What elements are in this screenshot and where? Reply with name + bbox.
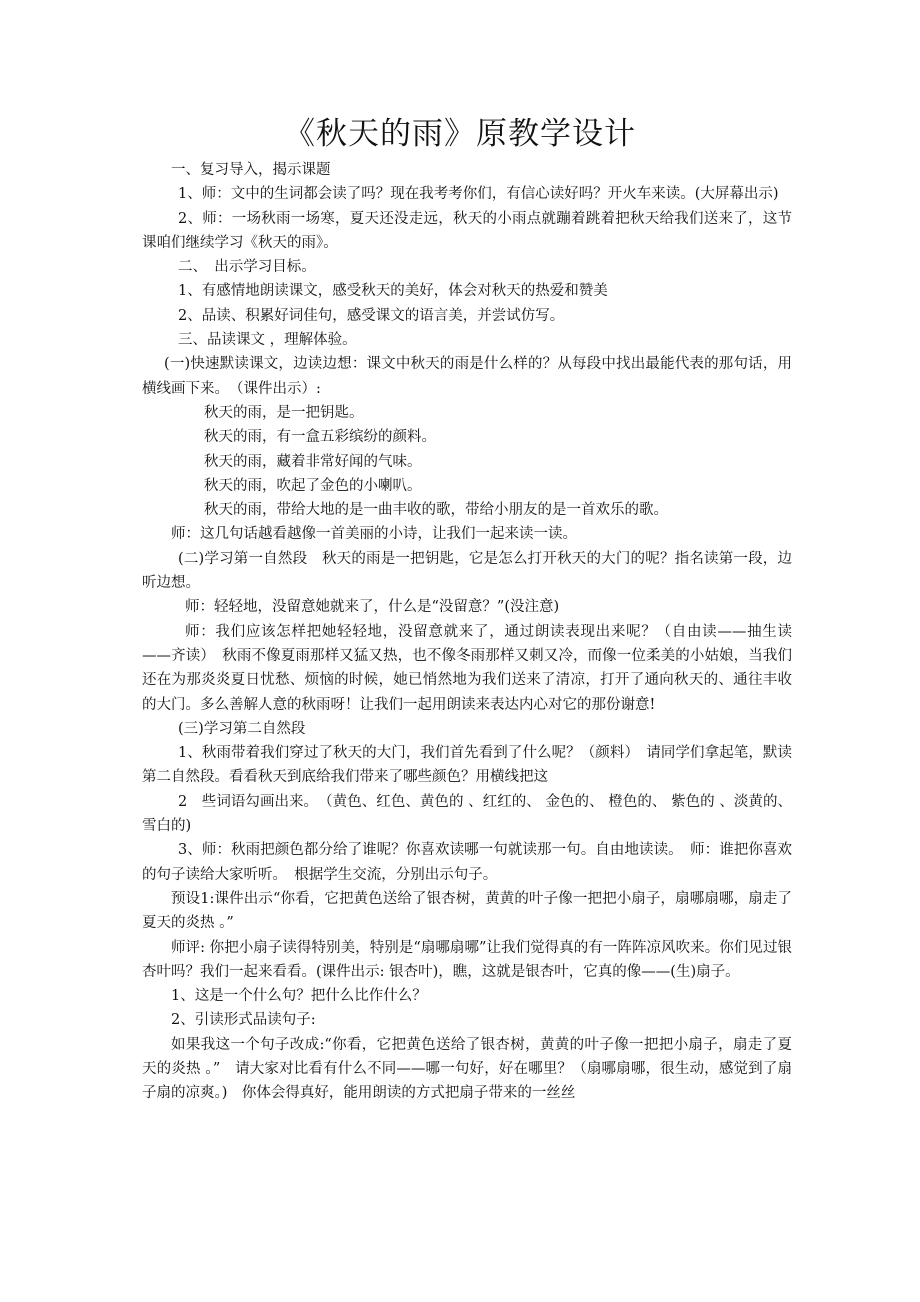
document-paragraph: (二)学习第一自然段 秋天的雨是一把钥匙，它是怎么打开秋天的大门的呢？指名读第一段，边听边想。 — [142, 550, 792, 592]
document-paragraph: (一)快速默读课文，边读边想：课文中秋天的雨是什么样的？从每段中找出最能代表的那句话，用横线画下来。 （课件出示）: — [142, 356, 792, 397]
document-body — [142, 158, 792, 1106]
document-paragraph: 1、这是一个什么句？把什么比作什么？ — [171, 988, 427, 1005]
document-paragraph: 预设1:课件出示“你看，它把黄色送给了银杏树，黄黄的叶子像一把把小扇子，扇哪扇哪，扇走了夏天的炎热 。” — [142, 890, 792, 932]
document-paragraph: 秋天的雨，藏着非常好闻的气味。 — [204, 453, 422, 470]
document-paragraph: 师评: 你把小扇子读得特别美，特别是“扇哪扇哪”让我们觉得真的有一阵阵凉风吹来。你们见过银杏叶吗？我们一起来看看。(课件出示: 银杏叶)，瞧，这就是银杏叶，它真的像——(生)扇子。 — [142, 939, 792, 980]
document-paragraph: 师：轻轻地，没留意她就来了，什么是“没留意？”(没注意) — [185, 599, 560, 616]
document-paragraph: 二、 出示学习目标。 — [178, 259, 316, 276]
document-title: 《秋天的雨》原教学设计 — [284, 116, 636, 152]
document-paragraph: 2、引读形式品读句子: — [171, 1012, 316, 1029]
document-paragraph: 秋天的雨，是一把钥匙。 — [204, 404, 364, 421]
document-paragraph: 2 些词语勾画出来。 （黄色、红色、黄色的 、红红的、 金色的、 橙色的、 紫色的 、淡黄的、 雪白的) — [142, 793, 792, 835]
document-paragraph: 1、有感情地朗读课文，感受秋天的美好，体会对秋天的热爱和赞美 — [178, 283, 608, 300]
document-paragraph: 三、品读课文 ，理解体验。 — [178, 332, 357, 349]
document-paragraph: 2、品读、积累好词佳句，感受课文的语言美，并尝试仿写。 — [178, 307, 565, 324]
document-paragraph: (三)学习第二自然段 — [178, 720, 306, 737]
document-paragraph: 秋天的雨，吹起了金色的小喇叭。 — [204, 477, 422, 494]
document-paragraph: 师：这几句话越看越像一首美丽的小诗，让我们一起来读一读。 — [171, 526, 577, 543]
document-paragraph: 如果我这一个句子改成:“你看，它把黄色送给了银杏树，黄黄的叶子像一把把小扇子，扇走了夏天的炎热 。” 请大家对比看有什么不同——哪一句好，好在哪里？（扇哪扇哪，很生动，感觉到了扇子扇的凉爽。) 你体会得真好，能用朗读的方式把扇子带来的一丝丝 — [142, 1036, 792, 1102]
document-paragraph: 秋天的雨，带给大地的是一曲丰收的歌，带给小朋友的是一首欢乐的歌。 — [204, 502, 668, 519]
document-paragraph: 1、师：文中的生词都会读了吗？现在我考考你们，有信心读好吗？开火车来读。(大屏幕出示) — [178, 186, 779, 203]
document-paragraph: 2、师：一场秋雨一场寒，夏天还没走远，秋天的小雨点就蹦着跳着把秋天给我们送来了，这节课咱们继续学习《秋天的雨》。 — [142, 210, 792, 251]
document-paragraph: 3、师：秋雨把颜色都分给了谁呢？你喜欢读哪一句就读那一句。自由地读读。 师：谁把你喜欢的句子读给大家听听。 根据学生交流，分别出示句子。 — [142, 842, 792, 883]
document-paragraph: 师：我们应该怎样把她轻轻地，没留意就来了，通过朗读表现出来呢？（自由读——抽生读——齐读） 秋雨不像夏雨那样又猛又热，也不像冬雨那样又刺又冷，而像一位柔美的小姑娘，当我们还在为那炎炎夏日忧愁、烦恼的时候，她已悄然地为我们送来了清凉，打开了通向秋天的、通往丰收的大门。多么善解人意的秋雨呀！让我们一起用朗读来表达内心对它的那份谢意! — [142, 623, 792, 713]
document-paragraph: 秋天的雨，有一盒五彩缤纷的颜料。 — [204, 429, 436, 446]
document-paragraph: 1、秋雨带着我们穿过了秋天的大门，我们首先看到了什么呢？（颜料） 请同学们拿起笔，默读第二自然段。看看秋天到底给我们带来了哪些颜色？用横线把这 — [142, 745, 792, 786]
document-paragraph: 一、复习导入，揭示课题 — [171, 162, 331, 178]
